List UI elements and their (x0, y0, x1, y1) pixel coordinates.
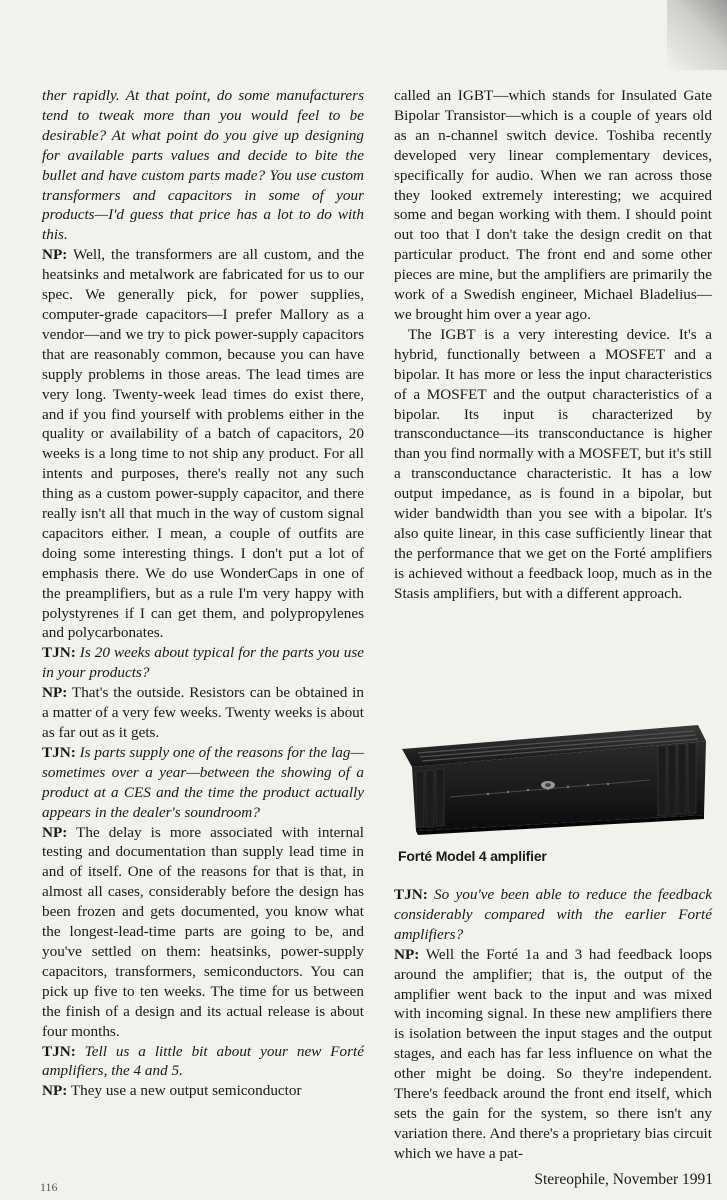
answer-paragraph (42, 683, 364, 743)
amplifier-illustration (398, 719, 710, 837)
answer-text: That's the outside. Resistors can be obtained in a matter of a very few weeks. Twenty weeks is about as far out as it gets. (42, 684, 364, 741)
answer-text: Well, the transformers are all custom, and the heatsinks and metalwork are fabricated for us to our spec. We generally pick, for power supplies, computer-grade capacitors—I prefer Mallory as a vendor—and we try to pick power-supply capacitors that are reasonably common, because you can have supply problems in those areas. The lead times are very long. Twenty-week lead times do exist there, and if you find yourself with problems either in the quality or availability of a batch of capacitors, 20 weeks is a long time to not ship any product. For all intents and purposes, there's really not any such thing as a custom power-supply capacitor, and there really isn't all that much in the way of custom signal capacitors either. I mean, a couple of outfits are doing some interesting things. I don't put a lot of emphasis there. We do use WonderCaps in one of the preamplifiers, but as a rule I'm very happy with polystyrenes if I can get them, and polypropylenes and polycarbonates. (42, 246, 364, 642)
answer-paragraph (42, 245, 364, 643)
question-text: ther rapidly. At that point, do some manufacturers tend to tweak more than you would feel to be desirable? At what point do you give up designing for available parts values and decide to bite the bullet and have custom parts made? You use custom transformers and capacitors in some of your products—I'd guess that price has a lot to do with this. (42, 87, 364, 244)
answer-text: They use a new output semiconductor (67, 1082, 302, 1100)
body-paragraph (394, 86, 712, 325)
question-paragraph (42, 86, 364, 245)
speaker-label: TJN: (42, 1042, 76, 1060)
speaker-label: NP: (42, 246, 68, 264)
page-number: 116 (40, 1180, 58, 1194)
question-paragraph (394, 885, 712, 945)
right-column (394, 86, 712, 604)
answer-text: The delay is more associated with internal testing and documentation than supply lead time in and of itself. One of the reasons for that is that, in almost all cases, considerably before the design has been frozen and gets documented, you know what the longest-lead-time parts are going to be, and you've settled on them: heatsinks, power-supply capacitors, transformers, semiconductors. You can pick up five to ten weeks. The time for us between the finish of a design and its actual release is about four months. (42, 823, 364, 1040)
speaker-label: TJN: (42, 644, 76, 662)
speaker-label: TJN: (42, 743, 76, 761)
left-column (42, 86, 364, 1101)
question-paragraph (42, 1042, 364, 1082)
answer-paragraph (42, 1081, 364, 1101)
answer-text: Well the Forté 1a and 3 had feedback loops around the amplifier; that is, the output of the amplifier went back to the input and was mixed with incoming signal. In these new amplifiers there is isolation between the input stages and the output stages, and each has far less influence on what the other might be doing. So they're independent. There's feedback around the front end itself, which sets the gain for the system, so there isn't any variation there. And there's a proprietary bias circuit which we have a pat- (394, 945, 712, 1162)
answer-paragraph (394, 945, 712, 1164)
amplifier-photo (398, 719, 710, 837)
question-text: Tell us a little bit about your new Forté amplifiers, the 4 and 5. (42, 1042, 364, 1080)
question-text: Is 20 weeks about typical for the parts you use in your products? (42, 644, 364, 682)
speaker-label: NP: (42, 823, 68, 841)
speaker-label: TJN: (394, 886, 428, 903)
question-paragraph (42, 643, 364, 683)
speaker-label: NP: (42, 684, 68, 702)
speaker-label: NP: (394, 945, 420, 963)
answer-paragraph (42, 823, 364, 1042)
body-paragraph (394, 325, 712, 604)
question-text: Is parts supply one of the reasons for the lag—sometimes over a year—between the showing of a product at a CES and the time the product actually appears in the dealer's soundroom? (42, 743, 364, 821)
body-text: The IGBT is a very interesting device. It's a hybrid, functionally between a MOSFET and a bipolar. It has more or less the input characteristics of a MOSFET and the output characteristics of a bipolar. Its input is characterized by transconductance—its transconductance is higher than you find normally with a MOSFET, but it's still a transconductance characteristic. It has a low output impedance, as is found in a bipolar, but wider bandwidth than you see with a bipolar. It's also quite linear, in this case sufficiently linear that the performance that we get on the Forté amplifiers is achieved without a feedback loop, much as in the Stasis amplifiers, but with a different approach. (394, 325, 713, 602)
body-text: called an IGBT—which stands for Insulated Gate Bipolar Transistor—which is a couple of years old as an n-channel switch device. Toshiba recently developed very linear complementary devices, specifically for audio. When we ran across those they looked extremely interesting; we acquired some and began working with them. I should point out too that I don't take the design credit on that particular product. The front end and some other pieces are mine, but the amplifiers are primarily the work of a Swedish engineer, Michael Bladelius—we brought him over a year ago. (394, 87, 712, 323)
page-corner-shadow (667, 0, 727, 70)
question-paragraph (42, 743, 364, 823)
right-column-lower (394, 885, 712, 1164)
question-text: So you've been able to reduce the feedback considerably compared with the earlier Forté amplifiers? (394, 886, 712, 943)
publication-footer: Stereophile, November 1991 (534, 1171, 713, 1188)
photo-caption: Forté Model 4 amplifier (398, 848, 547, 864)
speaker-label: NP: (42, 1082, 68, 1100)
